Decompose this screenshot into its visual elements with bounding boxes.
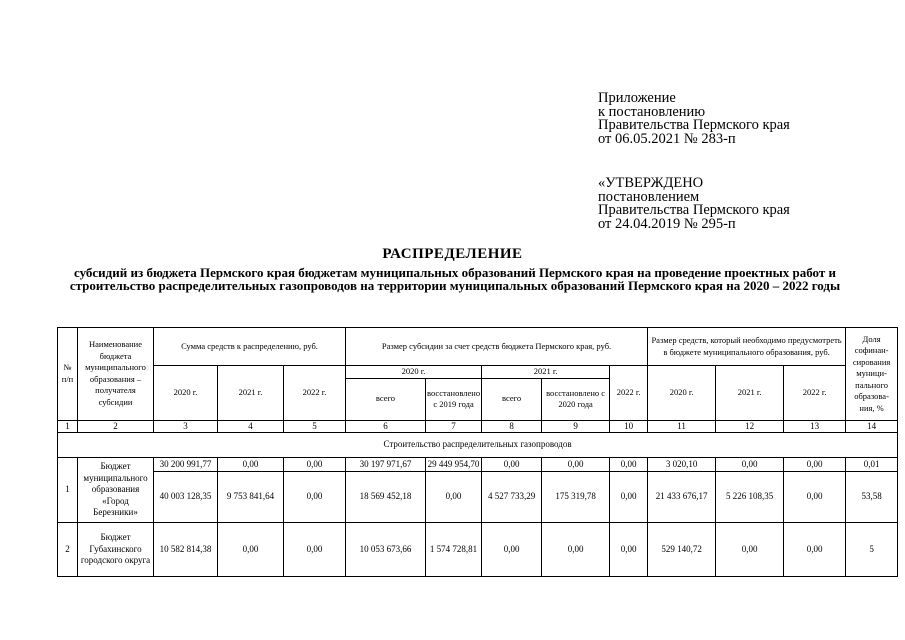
table-cell: 5 [846,523,898,577]
header-subsidy-2021-total: всего [482,378,542,420]
distribution-table [57,327,898,577]
column-number: 8 [482,420,542,433]
table-cell: 0,00 [542,458,610,472]
table-cell: 0,00 [784,472,846,523]
table-cell: 3 020,10 [648,458,716,472]
column-number: 3 [154,420,218,433]
header-share: Доля софинан-сирования муници-пального образова-ния, % [846,328,898,421]
table-cell: 0,00 [218,523,284,577]
header-total-group: Сумма средств к распределению, руб. [154,328,346,366]
table-cell: 0,00 [284,472,346,523]
column-number: 2 [78,420,154,433]
table-cell: 18 569 452,18 [346,472,426,523]
table-cell: 0,00 [610,458,648,472]
table-cell: 0,00 [284,458,346,472]
table-cell: 0,00 [784,523,846,577]
table-cell: 0,00 [610,523,648,577]
header-subsidy-2022: 2022 г. [610,366,648,421]
table-cell: 0,00 [482,523,542,577]
table-cell: 0,01 [846,458,898,472]
header-municipal-2021: 2021 г. [716,366,784,421]
header-subsidy-2021-restored: восстановлено с 2020 года [542,378,610,420]
table-cell: 0,00 [218,458,284,472]
table-cell: 10 053 673,66 [346,523,426,577]
column-number: 4 [218,420,284,433]
approved-line: «УТВЕРЖДЕНО [598,175,704,191]
table-cell: 53,58 [846,472,898,523]
document-subtitle: субсидий из бюджета Пермского края бюджетам муниципальных образований Пермского края на проведение проектных работ и строительство распределительных газопроводов на территории муниципальных образований Пермского края на 2020 – 2022 годы [69,265,841,293]
appendix-line: от 06.05.2021 № 283-п [598,130,736,147]
header-subsidy-group: Размер субсидии за счет средств бюджета Пермского края, руб. [346,328,648,366]
table-cell: 529 140,72 [648,523,716,577]
header-name: Наименование бюджета муниципального образования – получателя субсидии [78,328,154,421]
table-cell: 0,00 [482,458,542,472]
table-cell: 5 226 108,35 [716,472,784,523]
header-subsidy-2021: 2021 г. [482,366,610,379]
appendix-block [598,92,790,146]
header-subsidy-2020-total: всего [346,378,426,420]
table-cell: 0,00 [542,523,610,577]
appendix-line: Правительства Пермского края [598,117,790,133]
column-number: 10 [610,420,648,433]
approved-line: Правительства Пермского края [598,202,790,218]
column-number: 7 [426,420,482,433]
table-cell: 0,00 [426,472,482,523]
column-number: 11 [648,420,716,433]
column-number: 14 [846,420,898,433]
column-number: 13 [784,420,846,433]
row-number: 2 [58,523,78,577]
approved-line: от 24.04.2019 № 295-п [598,215,736,232]
column-number: 9 [542,420,610,433]
header-municipal-2020: 2020 г. [648,366,716,421]
approved-line: постановлением [598,188,700,205]
table-cell: 0,00 [610,472,648,523]
table-cell: 0,00 [716,523,784,577]
table-cell: 30 200 991,77 [154,458,218,472]
header-subsidy-2020-restored: восстановлено с 2019 года [426,378,482,420]
table-cell: 175 319,78 [542,472,610,523]
header-total-2021: 2021 г. [218,366,284,421]
header-municipal-2022: 2022 г. [784,366,846,421]
table-cell: 40 003 128,35 [154,472,218,523]
header-num: № п/п [58,328,78,421]
column-number: 1 [58,420,78,433]
table-cell: 21 433 676,17 [648,472,716,523]
row-name: Бюджет муниципального образования «Город Березники» [78,458,154,523]
table-cell: 0,00 [716,458,784,472]
approved-block [598,177,790,231]
appendix-line: к постановлению [598,103,706,120]
column-number: 12 [716,420,784,433]
header-total-2022: 2022 г. [284,366,346,421]
header-municipal-group: Размер средств, который необходимо предусмотреть в бюджете муниципального образования, руб. [648,328,846,366]
table-cell: 0,00 [284,523,346,577]
header-subsidy-2020: 2020 г. [346,366,482,379]
document-title: РАСПРЕДЕЛЕНИЕ [382,246,523,262]
table-cell: 10 582 814,38 [154,523,218,577]
column-number: 5 [284,420,346,433]
table-cell: 4 527 733,29 [482,472,542,523]
table-cell: 30 197 971,67 [346,458,426,472]
section-title: Строительство распределительных газопроводов [58,433,898,458]
header-total-2020: 2020 г. [154,366,218,421]
table-cell: 1 574 728,81 [426,523,482,577]
row-number: 1 [58,458,78,523]
table-cell: 29 449 954,70 [426,458,482,472]
row-name: Бюджет Губахинского городского округа [78,523,154,577]
column-number: 6 [346,420,426,433]
appendix-line: Приложение [598,90,676,106]
table-cell: 9 753 841,64 [218,472,284,523]
table-cell: 0,00 [784,458,846,472]
